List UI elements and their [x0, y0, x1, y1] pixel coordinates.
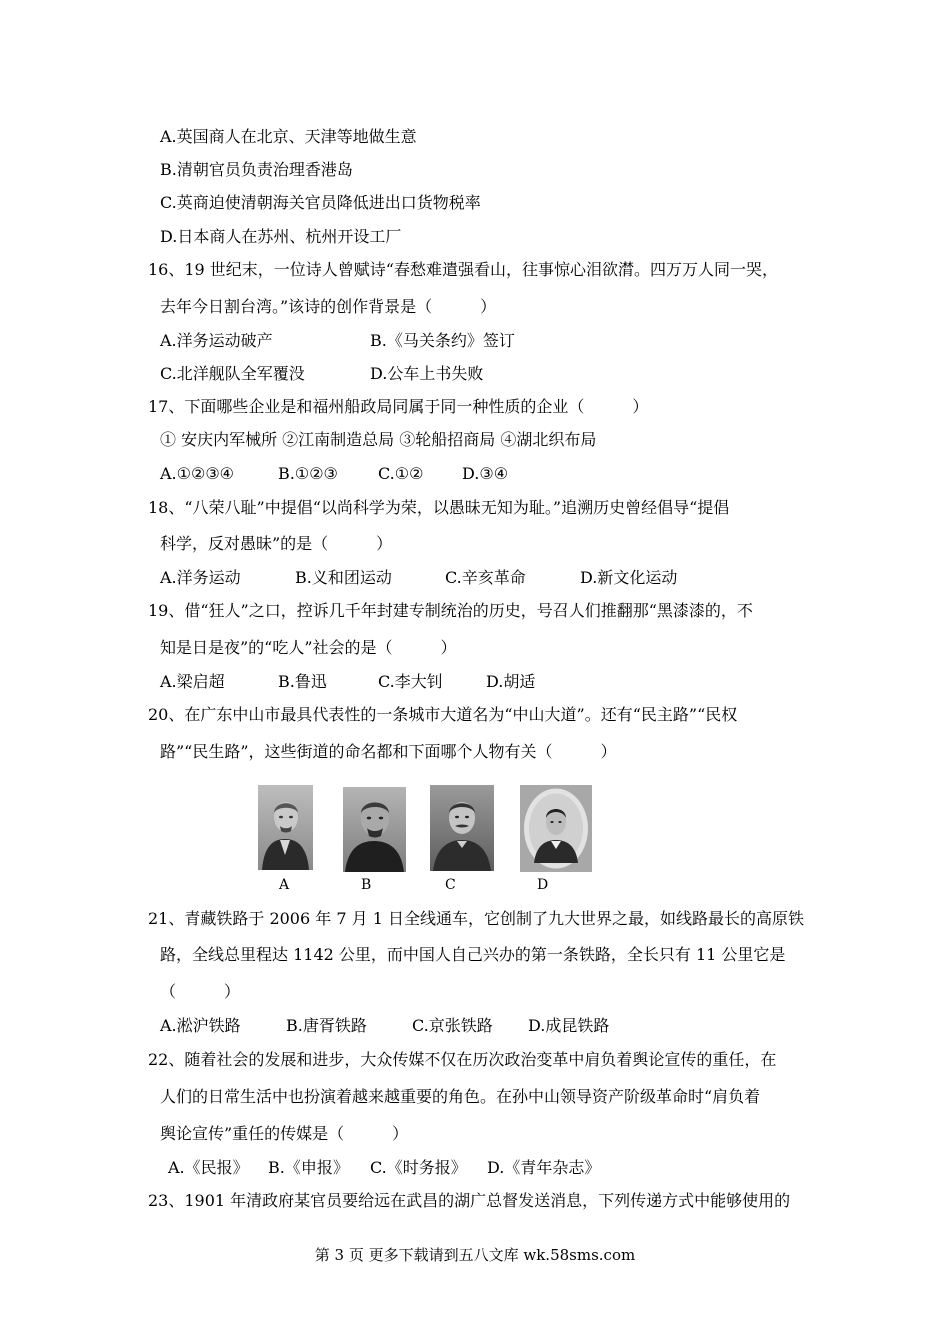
q21-option-b: B.唐胥铁路 [286, 1016, 367, 1035]
q20-stem-line1: 20、在广东中山市最具代表性的一条城市大道名为“中山大道”。还有“民主路”“民权 [148, 705, 738, 724]
q15-option-b: B.清朝官员负责治理香港岛 [160, 160, 353, 179]
q17-option-c: C.①② [378, 464, 424, 483]
q22-option-a: A.《民报》 [168, 1158, 249, 1177]
q17-stem: 17、下面哪些企业是和福州船政局同属于同一种性质的企业（ ） [148, 397, 649, 416]
q18-option-b: B.义和团运动 [295, 568, 392, 587]
page-footer: 第 3 页 更多下载请到五八文库 wk.58sms.com [314, 1246, 636, 1264]
q21-option-a: A.淞沪铁路 [160, 1016, 241, 1035]
q22-stem-line3: 舆论宣传”重任的传媒是（ ） [160, 1124, 409, 1143]
q19-stem-line2: 知是日是夜”的“吃人”社会的是（ ） [160, 638, 457, 657]
q16-option-a: A.洋务运动破产 [160, 331, 273, 350]
q15-option-a: A.英国商人在北京、天津等地做生意 [160, 127, 417, 146]
portrait-photo-b [343, 787, 406, 872]
q22-stem-line2: 人们的日常生活中也扮演着越来越重要的角色。在孙中山领导资产阶级革命时“肩负着 [160, 1087, 761, 1106]
q17-option-b: B.①②③ [278, 464, 338, 483]
q21-option-d: D.成昆铁路 [528, 1016, 610, 1035]
q22-stem-line1: 22、随着社会的发展和进步，大众传媒不仅在历次政治变革中肩负着舆论宣传的重任，在 [148, 1050, 777, 1069]
q22-option-d: D.《青年杂志》 [487, 1158, 601, 1177]
q19-option-d: D.胡适 [486, 672, 536, 691]
q21-stem-line2: 路，全线总里程达 1142 公里，而中国人自己兴办的第一条铁路，全长只有 11 公里它是 [160, 945, 786, 964]
q18-option-c: C.辛亥革命 [445, 568, 526, 587]
q18-stem-line1: 18、“八荣八耻”中提倡“以尚科学为荣，以愚昧无知为耻。”追溯历史曾经倡导“提倡 [148, 498, 730, 517]
photo-label-c: C [445, 877, 456, 893]
q18-option-d: D.新文化运动 [580, 568, 678, 587]
q18-option-a: A.洋务运动 [160, 568, 241, 587]
q21-stem-line1: 21、青藏铁路于 2006 年 7 月 1 日全线通车，它创制了九大世界之最，如线路最长的高原铁 [148, 909, 804, 928]
photo-label-b: B [361, 877, 372, 893]
q19-option-b: B.鲁迅 [278, 672, 327, 691]
q17-items: ① 安庆内军械所 ②江南制造总局 ③轮船招商局 ④湖北织布局 [160, 430, 597, 449]
portrait-photo-d [520, 785, 592, 872]
photo-label-d: D [537, 877, 549, 893]
q16-option-c: C.北洋舰队全军覆没 [160, 364, 305, 383]
q20-stem-line2: 路”“民生路”，这些街道的命名都和下面哪个人物有关（ ） [160, 742, 617, 761]
q18-stem-line2: 科学，反对愚昧”的是（ ） [160, 534, 393, 553]
q15-option-c: C.英商迫使清朝海关官员降低进出口货物税率 [160, 193, 481, 212]
q17-option-a: A.①②③④ [160, 464, 235, 483]
q19-stem-line1: 19、借“狂人”之口，控诉几千年封建专制统治的历史，号召人们推翻那“黑漆漆的，不 [148, 601, 753, 620]
q22-option-b: B.《申报》 [268, 1158, 349, 1177]
photo-label-a: A [279, 877, 290, 893]
q21-option-c: C.京张铁路 [412, 1016, 493, 1035]
portrait-photo-a [258, 785, 313, 870]
q19-option-c: C.李大钊 [378, 672, 443, 691]
q16-stem-line1: 16、19 世纪末，一位诗人曾赋诗“春愁难遣强看山，往事惊心泪欲潸。四万万人同一哭， [148, 260, 778, 279]
q16-option-b: B.《马关条约》签订 [370, 331, 515, 350]
q16-option-d: D.公车上书失败 [370, 364, 484, 383]
portrait-photo-c [430, 785, 494, 871]
q23-stem-line1: 23、1901 年清政府某官员要给远在武昌的湖广总督发送消息，下列传递方式中能够使用的 [148, 1191, 791, 1210]
q17-option-d: D.③④ [462, 464, 509, 483]
q22-option-c: C.《时务报》 [370, 1158, 467, 1177]
q21-stem-line3: （ ） [160, 982, 241, 1001]
q19-option-a: A.梁启超 [160, 672, 225, 691]
q16-stem-line2: 去年今日割台湾。”该诗的创作背景是（ ） [160, 297, 497, 316]
q15-option-d: D.日本商人在苏州、杭州开设工厂 [160, 227, 402, 246]
